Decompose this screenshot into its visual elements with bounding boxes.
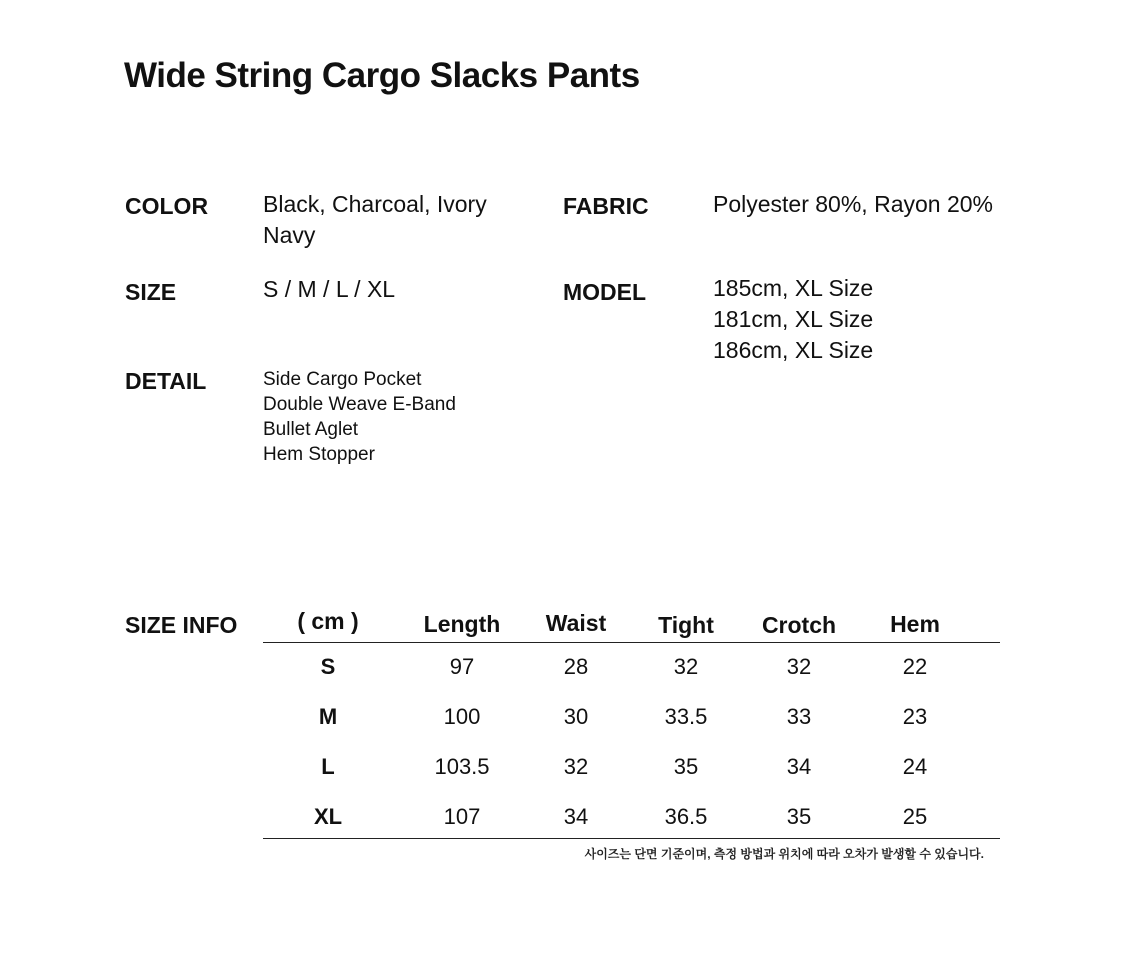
row-size: M bbox=[318, 704, 338, 729]
model-label: MODEL bbox=[563, 279, 647, 305]
table-cell: 35 bbox=[673, 754, 699, 779]
color-label: COLOR bbox=[125, 193, 209, 219]
unit-header: ( cm ) bbox=[297, 608, 359, 634]
row-size: XL bbox=[313, 804, 343, 829]
size-info-label: SIZE INFO bbox=[125, 612, 238, 638]
size-value: S / M / L / XL bbox=[263, 276, 396, 302]
color-line: Navy bbox=[263, 222, 316, 248]
table-cell: 97 bbox=[449, 654, 475, 679]
table-cell: 34 bbox=[563, 804, 589, 829]
color-value bbox=[263, 189, 487, 251]
table-cell: 30 bbox=[563, 704, 589, 729]
page-title: Wide String Cargo Slacks Pants bbox=[124, 56, 640, 95]
table-cell: 35 bbox=[786, 804, 812, 829]
table-cell: 28 bbox=[563, 654, 589, 679]
model-line: 185cm, XL Size bbox=[713, 275, 874, 301]
table-cell: 33.5 bbox=[664, 704, 708, 729]
table-cell: 100 bbox=[443, 704, 481, 729]
table-bottom-rule bbox=[263, 838, 1000, 839]
table-cell: 32 bbox=[563, 754, 589, 779]
table-cell: 107 bbox=[443, 804, 481, 829]
model-line: 181cm, XL Size bbox=[713, 306, 874, 332]
measurement-note: 사이즈는 단면 기준이며, 측정 방법과 위치에 따라 오차가 발생할 수 있습니다. bbox=[584, 847, 984, 861]
table-cell: 23 bbox=[902, 704, 928, 729]
column-header: Length bbox=[423, 611, 501, 637]
fabric-label: FABRIC bbox=[563, 193, 649, 219]
size-label: SIZE bbox=[125, 279, 177, 305]
table-cell: 32 bbox=[673, 654, 699, 679]
table-cell: 33 bbox=[786, 704, 812, 729]
fabric-value: Polyester 80%, Rayon 20% bbox=[713, 191, 993, 217]
row-size: S bbox=[320, 654, 336, 679]
model-value bbox=[713, 273, 873, 366]
color-line: Black, Charcoal, Ivory bbox=[263, 191, 487, 217]
table-cell: 24 bbox=[902, 754, 928, 779]
detail-line: Side Cargo Pocket bbox=[263, 369, 422, 390]
detail-line: Hem Stopper bbox=[263, 444, 375, 465]
table-header-rule bbox=[263, 642, 1000, 643]
detail-line: Double Weave E-Band bbox=[263, 394, 456, 415]
model-line: 186cm, XL Size bbox=[713, 337, 874, 363]
table-cell: 36.5 bbox=[664, 804, 708, 829]
column-header: Waist bbox=[545, 610, 607, 636]
detail-line: Bullet Aglet bbox=[263, 419, 359, 440]
table-cell: 103.5 bbox=[434, 754, 490, 779]
table-cell: 34 bbox=[786, 754, 812, 779]
column-header: Hem bbox=[890, 611, 940, 637]
column-header: Crotch bbox=[761, 612, 837, 638]
detail-value bbox=[263, 367, 456, 467]
table-cell: 32 bbox=[786, 654, 812, 679]
row-size: L bbox=[321, 754, 335, 779]
column-header: Tight bbox=[658, 612, 714, 638]
detail-label: DETAIL bbox=[125, 368, 207, 394]
table-cell: 22 bbox=[902, 654, 928, 679]
table-cell: 25 bbox=[902, 804, 928, 829]
